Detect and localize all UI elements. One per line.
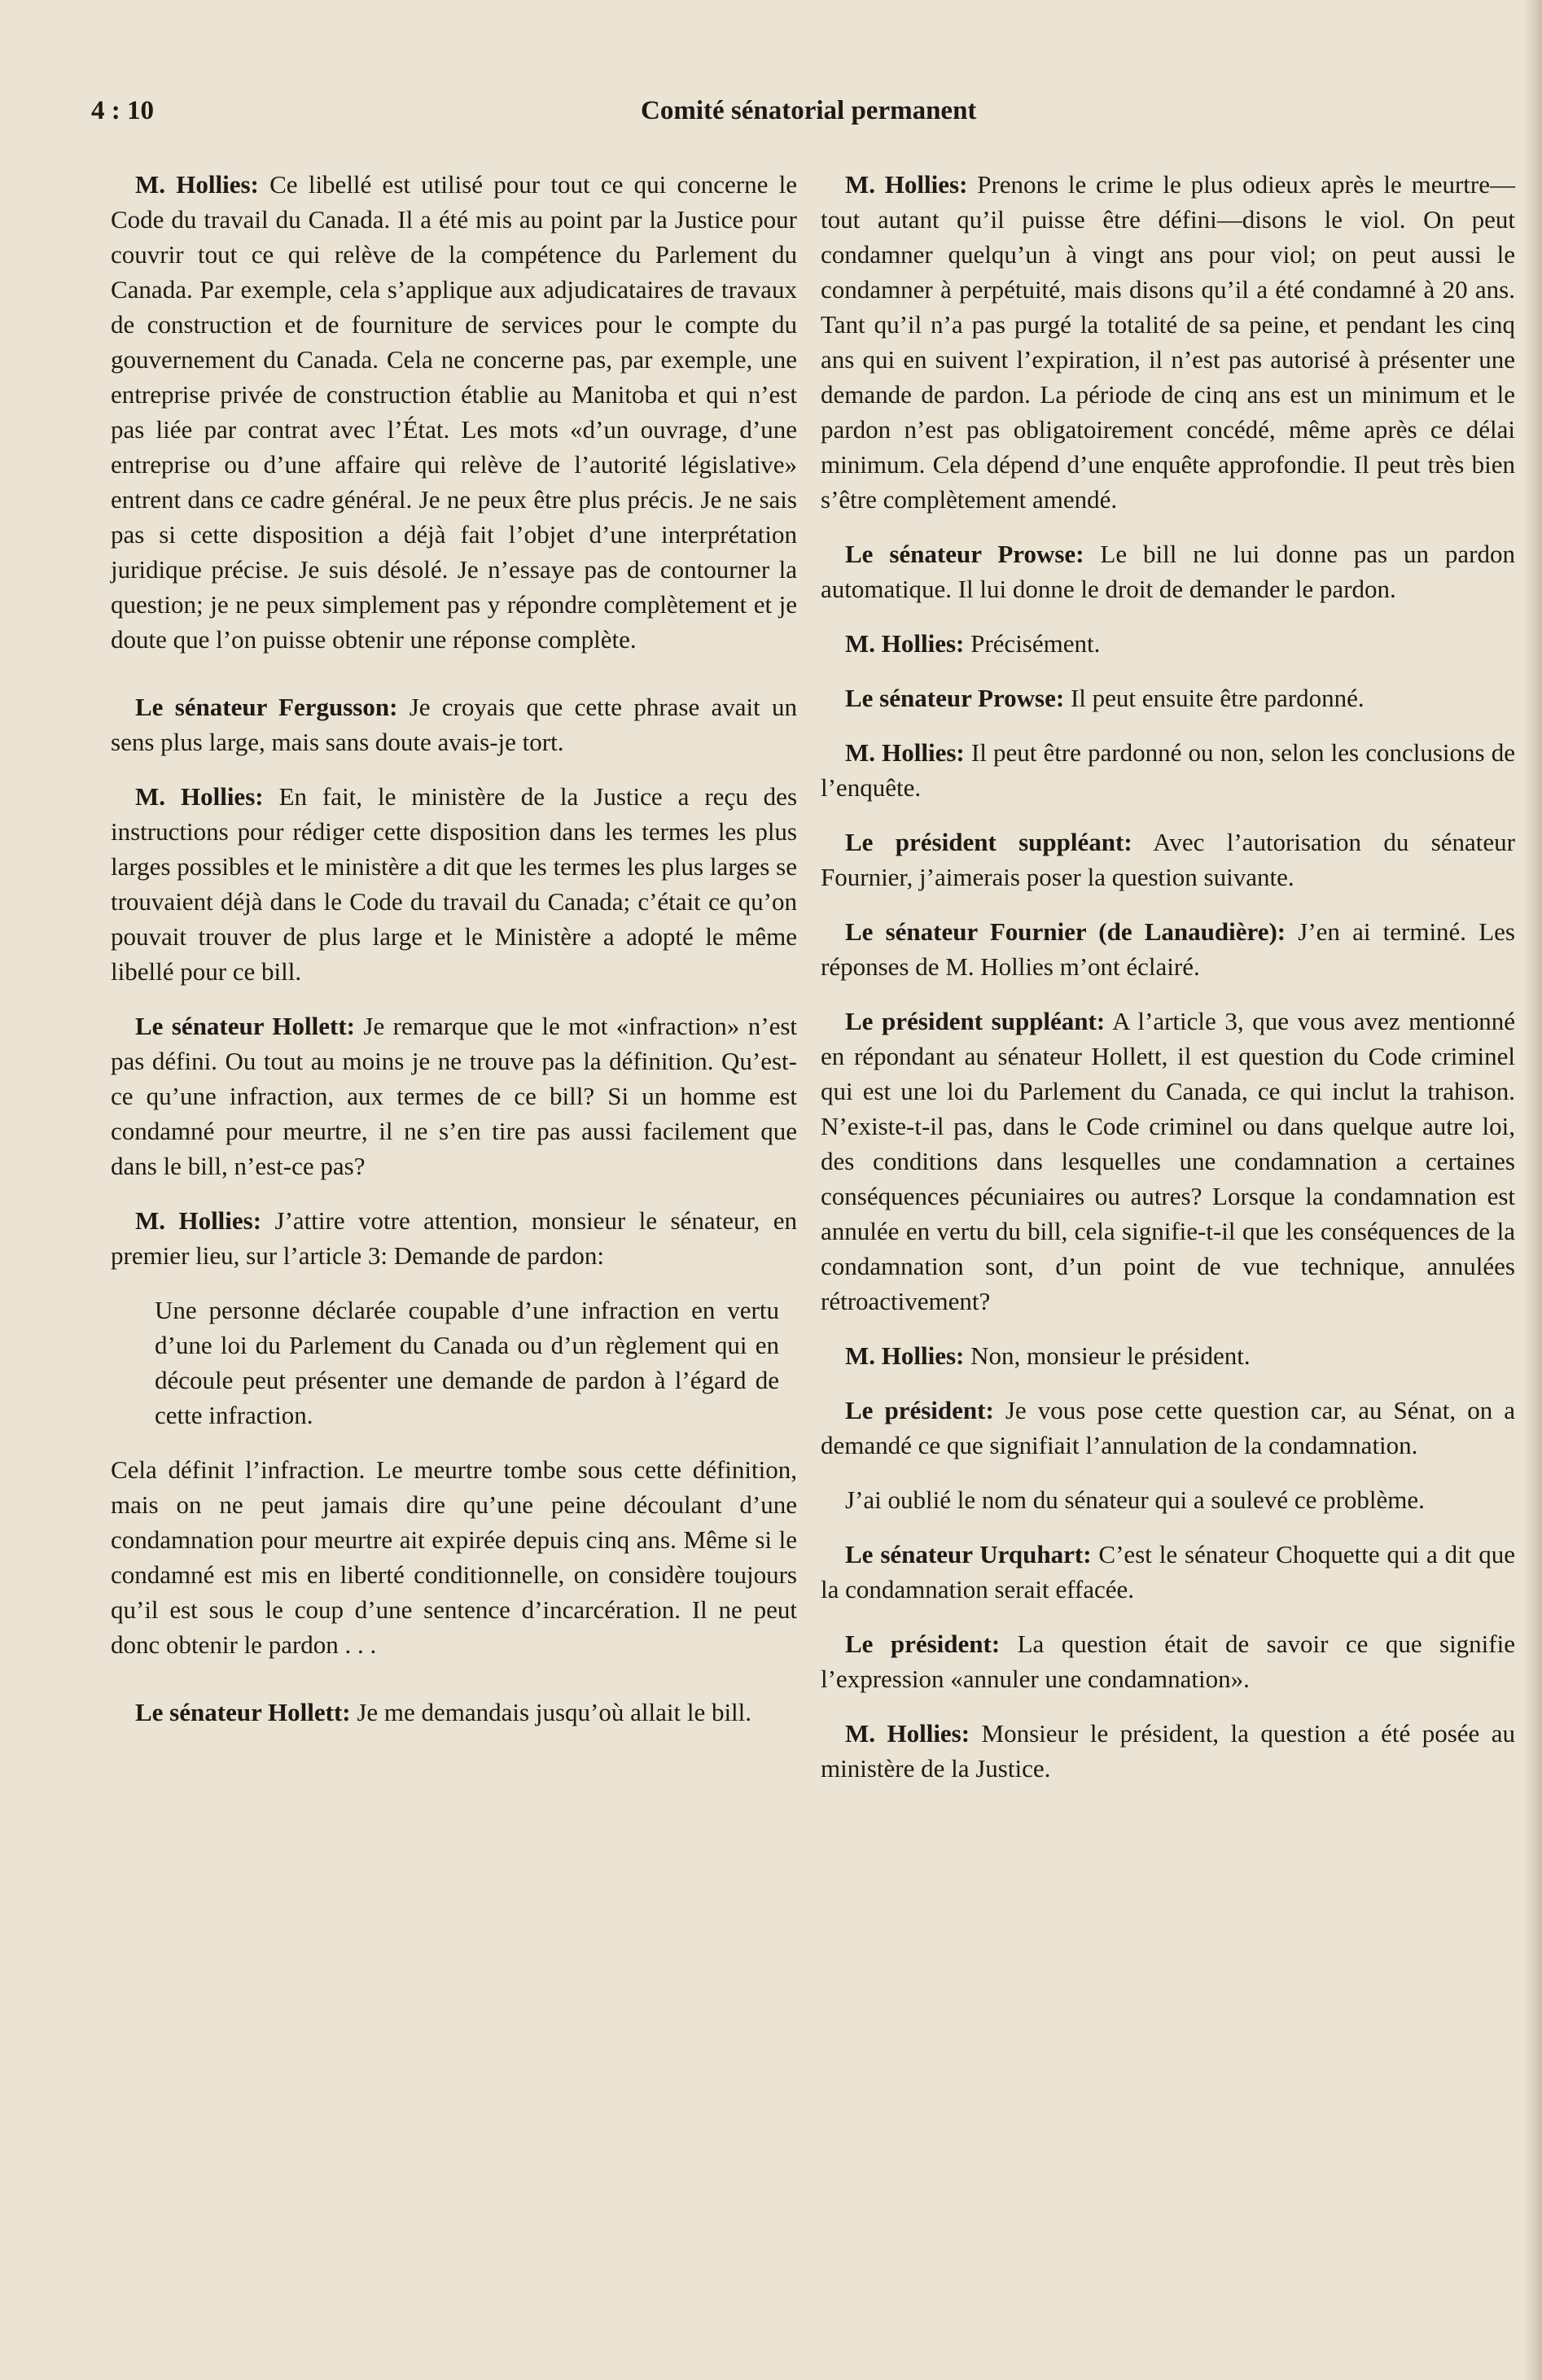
speaker-name: Le sénateur Prowse:: [845, 684, 1065, 712]
paragraph: [821, 1716, 1515, 1786]
speech-text: La question était de savoir ce que signifie l’expression «annuler une condamnation».: [821, 1630, 1515, 1693]
speaker-name: Le sénateur Hollett:: [135, 1698, 351, 1726]
speech-text: Je vous pose cette question car, au Sénat, on a demandé ce que signifiait l’annulation de la condamnation.: [821, 1396, 1515, 1459]
speech-text: J’attire votre attention, monsieur le sénateur, en premier lieu, sur l’article 3: Demande de pardon:: [111, 1206, 797, 1270]
paragraph: [111, 167, 797, 657]
speaker-name: Le président:: [845, 1396, 994, 1424]
speech-text: Prenons le crime le plus odieux après le meurtre—tout autant qu’il puisse être défini—disons le viol. On peut condamner quelqu’un à vingt ans pour viol; on peut aussi le condamner à perpétuité, mais disons qu’il a été condamné à 20 ans. Tant qu’il n’a pas purgé la totalité de sa peine, et pendant les cinq ans qui en suivent l’expiration, il n’est pas autorisé à présenter une demande de pardon. La période de cinq ans est un minimum et le pardon n’est pas obligatoirement concédé, même après ce délai minimum. Cela dépend d’une enquête approfondie. Il peut très bien s’être complètement amendé.: [821, 170, 1515, 514]
speech-text: Cela définit l’infraction. Le meurtre tombe sous cette définition, mais on ne peut jamais dire qu’une peine découlant d’une condamnation pour meurtre ait expirée depuis cinq ans. Même si le condamné est mis en liberté conditionnelle, on considère toujours qu’il est sous le coup d’une sentence d’incarcération. Il ne peut donc obtenir le pardon . . .: [111, 1455, 797, 1659]
paragraph: [821, 735, 1515, 805]
speaker-name: Le président suppléant:: [845, 1007, 1106, 1035]
publication-title: Comité sénatorial permanent: [641, 96, 977, 125]
paragraph: [821, 1537, 1515, 1607]
speech-text: Précisément.: [964, 629, 1101, 658]
speaker-name: M. Hollies:: [845, 170, 968, 199]
speech-text: Monsieur le président, la question a été posée au ministère de la Justice.: [821, 1719, 1515, 1783]
speaker-name: M. Hollies:: [845, 1341, 965, 1370]
paragraph: [821, 825, 1515, 895]
paragraph: [821, 1626, 1515, 1696]
speech-text: En fait, le ministère de la Justice a reçu des instructions pour rédiger cette disposition dans les termes les plus larges possibles et le ministère a dit que les termes les plus larges se trouvaient déjà dans le Code du travail du Canada; c’était ce qu’on pouvait trouver de plus large et le Ministère a adopté le même libellé pour ce bill.: [111, 782, 798, 986]
speech-text: Il peut être pardonné ou non, selon les conclusions de l’enquête.: [821, 738, 1515, 802]
speech-text: J’en ai terminé. Les réponses de M. Hollies m’ont éclairé.: [821, 917, 1515, 981]
speech-text: Je croyais que cette phrase avait un sens plus large, mais sans doute avais-je tort.: [111, 693, 797, 756]
paragraph: [111, 1695, 797, 1730]
speaker-name: Le président suppléant:: [845, 828, 1132, 856]
paragraph: [821, 1482, 1515, 1517]
speech-text: A l’article 3, que vous avez mentionné en répondant au sénateur Hollett, il est question du Code criminel qui est une loi du Parlement du Canada, ce qui inclut la trahison. N’existe-t-il pas, dans le Code criminel ou dans quelque autre loi, des conditions dans lesquelles une condamnation a certaines conséquences pécuniaires ou autres? Lorsque la condamnation est annulée en vertu du bill, cela signifie-t-il que les conséquences de la condamnation sont, d’un point de vue technique, annulées rétroactivement?: [821, 1007, 1515, 1315]
paragraph: [821, 626, 1515, 661]
speech-text: Je me demandais jusqu’où allait le bill.: [350, 1698, 752, 1726]
quoted-article: Une personne déclarée coupable d’une infraction en vertu d’une loi du Parlement du Canada ou d’un règlement qui en découle peut présenter une demande de pardon à l’égard de cette infraction.: [155, 1296, 779, 1429]
speech-text: Non, monsieur le président.: [964, 1341, 1251, 1370]
speaker-name: M. Hollies:: [845, 1719, 970, 1748]
speaker-name: M. Hollies:: [845, 629, 965, 658]
speech-text: Je remarque que le mot «infraction» n’est pas défini. Ou tout au moins je ne trouve pas la définition. Qu’est-ce qu’une infraction, aux termes de ce bill? Si un homme est condamné pour meurtre, il ne s’en tire pas aussi facilement que dans le bill, n’est-ce pas?: [111, 1012, 797, 1180]
paragraph: [821, 1338, 1515, 1373]
speech-text: C’est le sénateur Choquette qui a dit que la condamnation serait effacée.: [821, 1540, 1515, 1603]
speech-text: Il peut ensuite être pardonné.: [1064, 684, 1365, 712]
right-column: [821, 167, 1515, 1805]
speaker-name: Le sénateur Prowse:: [845, 540, 1084, 568]
speech-text: Le bill ne lui donne pas un pardon automatique. Il lui donne le droit de demander le pardon.: [821, 540, 1515, 603]
paragraph: [821, 536, 1515, 606]
speech-text: J’ai oublié le nom du sénateur qui a soulevé ce problème.: [845, 1485, 1425, 1514]
speaker-name: Le président:: [845, 1630, 1001, 1658]
paragraph: [111, 779, 797, 989]
speech-text: Ce libellé est utilisé pour tout ce qui concerne le Code du travail du Canada. Il a été mis au point par la Justice pour couvrir tout ce qui relève de la compétence du Parlement du Canada. Par exemple, cela s’applique aux adjudicataires de travaux de construction et de fourniture de services pour le compte du gouvernement du Canada. Cela ne concerne pas, par exemple, une entreprise privée de construction établie au Manitoba et qui n’est pas liée par contrat avec l’État. Les mots «d’un ouvrage, d’une entreprise ou d’une affaire qui relève de l’autorité législative» entrent dans ce cadre général. Je ne peux être plus précis. Je ne sais pas si cette disposition a déjà fait l’objet d’une interprétation juridique précise. Je suis désolé. Je n’essaye pas de contourner la question; je ne peux simplement pas y répondre complètement et je doute que l’on puisse obtenir une réponse complète.: [111, 170, 798, 654]
speaker-name: M. Hollies:: [135, 782, 264, 811]
speaker-name: Le sénateur Fergusson:: [135, 693, 398, 721]
paragraph: [111, 689, 797, 759]
paragraph: [111, 1452, 797, 1662]
left-column: [111, 167, 797, 1749]
speech-text: Avec l’autorisation du sénateur Fournier, j’aimerais poser la question suivante.: [821, 828, 1516, 891]
speaker-name: Le sénateur Urquhart:: [845, 1540, 1092, 1568]
page-edge-shadow: [1524, 0, 1542, 2380]
speaker-name: Le sénateur Hollett:: [135, 1012, 355, 1040]
speaker-name: M. Hollies:: [135, 1206, 262, 1235]
speaker-name: Le sénateur Fournier (de Lanaudière):: [845, 917, 1286, 946]
paragraph: [111, 1008, 797, 1183]
paragraph: [821, 167, 1515, 517]
paragraph: [111, 1203, 797, 1273]
running-head: [91, 96, 999, 137]
paragraph: [821, 914, 1515, 984]
paragraph: [821, 680, 1515, 715]
paragraph: [821, 1393, 1515, 1463]
speaker-name: M. Hollies:: [845, 738, 965, 767]
paragraph: [821, 1004, 1515, 1319]
page-number: 4 : 10: [91, 96, 154, 125]
speaker-name: M. Hollies:: [135, 170, 259, 199]
